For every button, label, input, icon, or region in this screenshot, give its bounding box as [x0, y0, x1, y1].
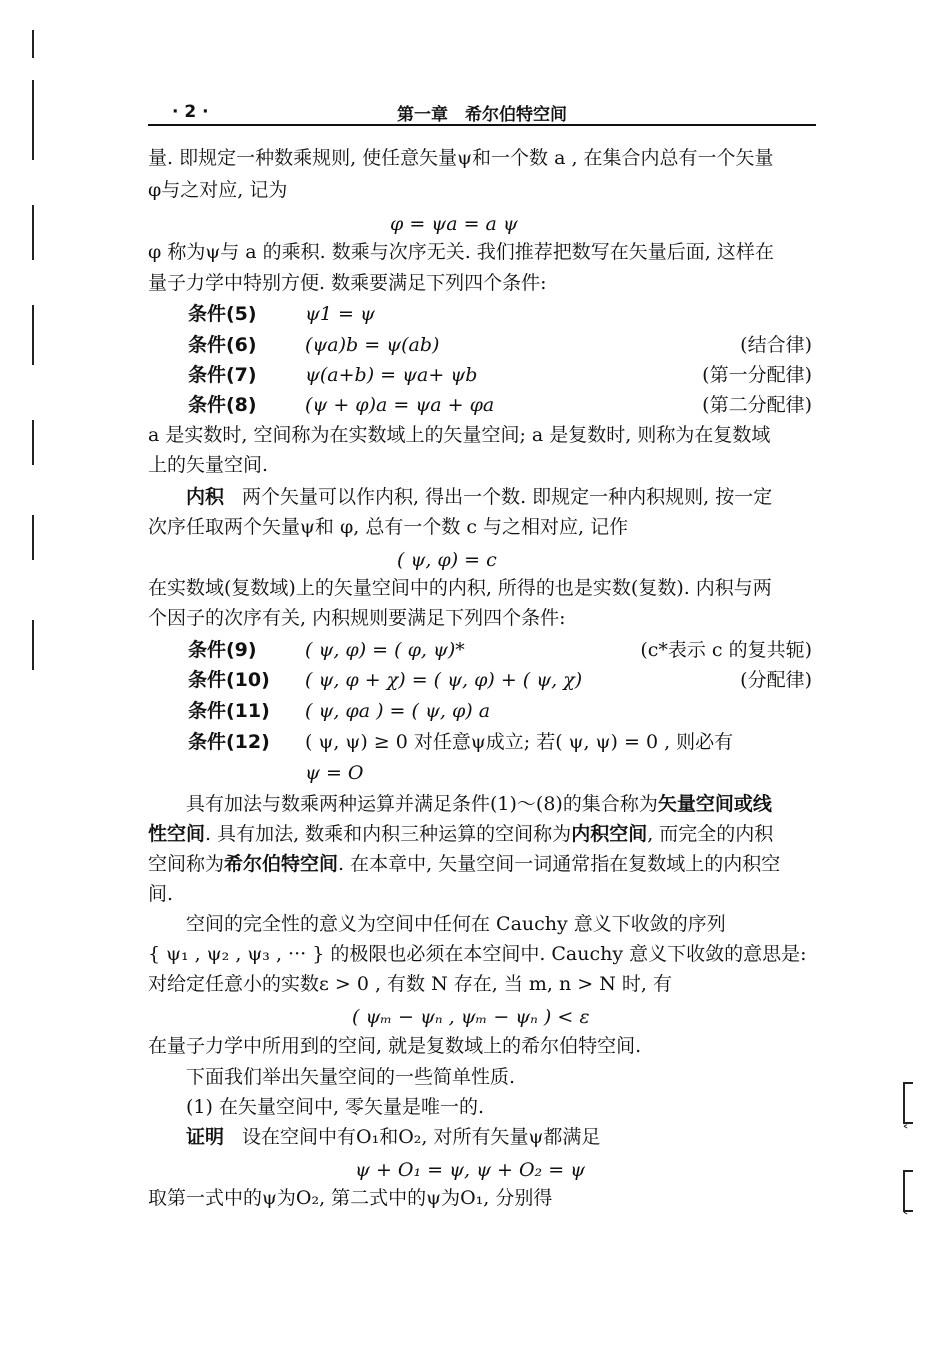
- condition-note: (c*表示 c 的复共轭): [640, 639, 812, 661]
- scan-mark: [32, 205, 34, 260]
- condition-label: 条件(6): [188, 334, 257, 356]
- text-line: 上的矢量空间.: [148, 454, 269, 476]
- condition-formula: ( ψ, ψ) ≥ 0 对任意ψ成立; 若( ψ, ψ) = 0 , 则必有: [305, 731, 734, 753]
- text-line: [148, 822, 773, 846]
- scan-mark: [32, 620, 34, 670]
- scan-mark: [32, 420, 34, 465]
- condition-label: 条件(7): [188, 364, 257, 386]
- page-number: · 2 ·: [172, 102, 209, 122]
- text-line: [186, 1125, 600, 1149]
- condition-note: (结合律): [740, 334, 812, 356]
- term-vector-space: 矢量空间或线: [657, 793, 772, 815]
- condition-label: 条件(8): [188, 394, 257, 416]
- text-line: [186, 485, 772, 509]
- text-line: 间.: [148, 883, 174, 905]
- property-statement: (1) 在矢量空间中, 零矢量是唯一的.: [186, 1096, 485, 1118]
- text-line: [148, 852, 780, 876]
- condition-note: (第一分配律): [702, 364, 812, 386]
- tick-mark: ˂: [902, 1210, 909, 1226]
- text-line: 下面我们举出矢量空间的一些简单性质.: [186, 1066, 516, 1088]
- equation: φ = ψa = a ψ: [390, 213, 518, 235]
- text-span: 设在空间中有O₁和O₂, 对所有矢量ψ都满足: [242, 1126, 601, 1148]
- term-hilbert-space: 希尔伯特空间: [224, 853, 339, 875]
- equation: ( ψₘ − ψₙ , ψₘ − ψₙ ) < ε: [352, 1006, 590, 1028]
- text-line: 对给定任意小的实数ε > 0 , 有数 N 存在, 当 m, n > N 时, 有: [148, 973, 672, 995]
- text-line: 量. 即规定一种数乘规则, 使任意矢量ψ和一个数 a , 在集合内总有一个矢量: [148, 147, 774, 169]
- condition-formula-tail: ψ = O: [305, 762, 364, 784]
- text-line: 个因子的次序有关, 内积规则要满足下列四个条件:: [148, 607, 566, 629]
- term-inner-product-space: 内积空间: [571, 823, 648, 845]
- condition-formula: ( ψ, φa ) = ( ψ, φ) a: [305, 700, 491, 722]
- equation: ψ + O₁ = ψ, ψ + O₂ = ψ: [355, 1159, 586, 1181]
- scan-mark: [32, 30, 34, 58]
- scan-mark: [32, 515, 34, 560]
- text-line: 在量子力学中所用到的空间, 就是复数域上的希尔伯特空间.: [148, 1035, 642, 1057]
- condition-note: (分配律): [740, 669, 812, 691]
- condition-note: (第二分配律): [702, 394, 812, 416]
- text-span: . 具有加法, 数乘和内积三种运算的空间称为: [205, 823, 572, 845]
- text-line: φ与之对应, 记为: [148, 179, 288, 201]
- running-header: [148, 96, 816, 126]
- text-line: 量子力学中特别方便. 数乘要满足下列四个条件:: [148, 272, 547, 294]
- text-line: 取第一式中的ψ为O₂, 第二式中的ψ为O₁, 分别得: [148, 1187, 553, 1209]
- condition-label: 条件(10): [188, 669, 270, 691]
- text-span: , 而完全的内积: [647, 823, 774, 845]
- scan-mark: [32, 80, 34, 160]
- equation: ( ψ, φ) = c: [397, 549, 497, 571]
- condition-label: 条件(5): [188, 303, 257, 325]
- text-line: { ψ₁ , ψ₂ , ψ₃ , ··· } 的极限也必须在本空间中. Cauchy 意义下收敛的意思是:: [148, 943, 807, 965]
- condition-formula: ( ψ, φ + χ) = ( ψ, φ) + ( ψ, χ): [305, 669, 583, 691]
- chapter-title: 第一章 希尔伯特空间: [397, 105, 567, 125]
- condition-label: 条件(11): [188, 700, 270, 722]
- term-linear-space: 性空间: [148, 823, 206, 845]
- condition-formula: ( ψ, φ) = ( φ, ψ)*: [305, 639, 465, 661]
- text-span: . 在本章中, 矢量空间一词通常指在复数域上的内积空: [338, 853, 781, 875]
- bracket-mark: [903, 1082, 913, 1124]
- condition-formula: ψ(a+b) = ψa+ ψb: [305, 364, 478, 386]
- proof-label: 证明: [186, 1126, 225, 1148]
- bracket-mark: [903, 1170, 913, 1212]
- text-span: 两个矢量可以作内积, 得出一个数. 即规定一种内积规则, 按一定: [242, 486, 773, 508]
- term-inner-product: 内积: [186, 486, 225, 508]
- text-line: 空间的完全性的意义为空间中任何在 Cauchy 意义下收敛的序列: [186, 913, 726, 935]
- text-line: [186, 792, 772, 816]
- scan-mark: [32, 305, 34, 365]
- tick-mark: ˂: [902, 1124, 909, 1140]
- condition-formula: (ψa)b = ψ(ab): [305, 334, 440, 356]
- condition-label: 条件(9): [188, 639, 257, 661]
- text-span: 具有加法与数乘两种运算并满足条件(1)～(8)的集合称为: [186, 793, 658, 815]
- text-line: a 是实数时, 空间称为在实数域上的矢量空间; a 是复数时, 则称为在复数域: [148, 424, 771, 446]
- condition-formula: (ψ + φ)a = ψa + φa: [305, 394, 495, 416]
- text-line: φ 称为ψ与 a 的乘积. 数乘与次序无关. 我们推荐把数写在矢量后面, 这样在: [148, 241, 774, 263]
- text-line: 次序任取两个矢量ψ和 φ, 总有一个数 c 与之相对应, 记作: [148, 516, 629, 538]
- text-line: 在实数域(复数域)上的矢量空间中的内积, 所得的也是实数(复数). 内积与两: [148, 577, 772, 599]
- condition-formula: ψ1 = ψ: [305, 303, 375, 325]
- text-span: 空间称为: [148, 853, 225, 875]
- condition-label: 条件(12): [188, 731, 270, 753]
